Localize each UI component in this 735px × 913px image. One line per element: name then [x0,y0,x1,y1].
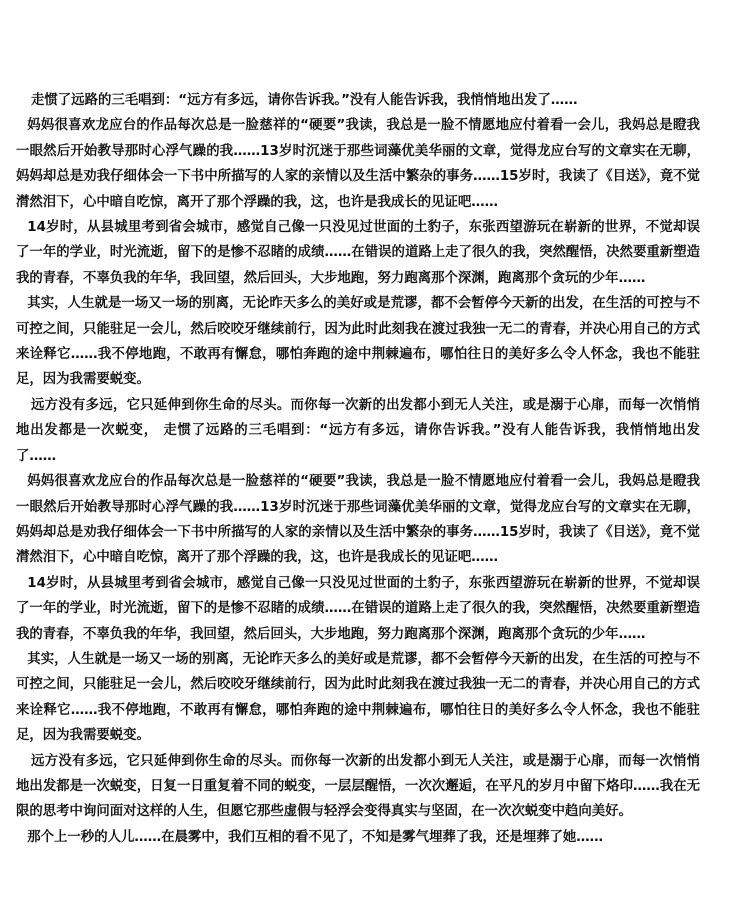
paragraph: 其实，人生就是一场又一场的别离，无论昨天多么的美好或是荒谬，都不会暂停今天新的出发，在生活的可控与不可控之间，只能驻足一会儿，然后咬咬牙继续前行，因为此时此刻我在渡过我独一无二的青春，并决心用自己的方式来诠释它……我不停地跑，不敢再有懈怠，哪怕奔跑的途中荆棘遍布，哪怕往日的美好多么令人怀念，我也不能驻足，因为我需要蜕变。 [16,296,700,388]
paragraph: 那个上一秒的人儿……在晨雾中，我们互相的看不见了，不知是雾气埋葬了我，还是埋葬了她…… [27,829,604,845]
paragraph: 远方没有多远，它只延伸到你生命的尽头。而你每一次新的出发都小到无人关注，或是溺于心扉，而每一次悄悄地出发都是一次蜕变，日复一日重复着不同的蜕变，一层层醒悟，一次次邂逅，在平凡的岁月中留下烙印……我在无限的思考中询问面对这样的人生，但愿它那些虚假与轻浮会变得真实与坚固，在一次次蜕变中趋向美好。 [16,753,700,820]
paragraph: 妈妈很喜欢龙应台的作品每次总是一脸慈祥的“硬要”我读，我总是一脸不情愿地应付着看一会儿，我妈总是瞪我一眼然后开始教导那时心浮气躁的我……13岁时沉迷于那些词藻优美华丽的文章，觉得龙应台写的文章实在无聊，妈妈却总是劝我仔细体会一下书中所描写的人家的亲情以及生活中繁杂的事务……15岁时，我读了《目送》，竟不觉潸然泪下，心中暗自吃惊，离开了那个浮躁的我，这，也许是我成长的见证吧…… [16,474,700,566]
paragraph: 14岁时，从县城里考到省会城市，感觉自己像一只没见过世面的土豹子，东张西望游玩在崭新的世界，不觉却误了一年的学业，时光流逝，留下的是惨不忍睹的成绩……在错误的道路上走了很久的我，突然醒悟，决然要重新塑造我的青春，不辜负我的年华，我回望，然后回头，大步地跑，努力跑离那个深渊，跑离那个贪玩的少年…… [16,575,700,642]
paragraph: 其实，人生就是一场又一场的别离，无论昨天多么的美好或是荒谬，都不会暂停今天新的出发，在生活的可控与不可控之间，只能驻足一会儿，然后咬咬牙继续前行，因为此时此刻我在渡过我独一无二的青春，并决心用自己的方式来诠释它……我不停地跑，不敢再有懈怠，哪怕奔跑的途中荆棘遍布，哪怕往日的美好多么令人怀念，我也不能驻足，因为我需要蜕变。 [16,651,700,744]
paragraph: 远方没有多远，它只延伸到你生命的尽头。而你每一次新的出发都小到无人关注，或是溺于心扉，而每一次悄悄地出发都是一次蜕变， 走惯了远路的三毛唱到：“远方有多远，请你告诉我。”没有人能告诉我，我悄悄地出发了…… [16,397,700,464]
paragraph: 走惯了远路的三毛唱到：“远方有多远，请你告诉我。”没有人能告诉我，我悄悄地出发了…… [31,93,578,108]
paragraph: 14岁时，从县城里考到省会城市，感觉自己像一只没见过世面的土豹子，东张西望游玩在崭新的世界，不觉却误了一年的学业，时光流逝，留下的是惨不忍睹的成绩……在错误的道路上走了很久的我，突然醒悟，决然要重新塑造我的青春，不辜负我的年华，我回望，然后回头，大步地跑，努力跑离那个深渊，跑离那个贪玩的少年…… [16,220,700,286]
document-body [16,88,700,850]
paragraph: 妈妈很喜欢龙应台的作品每次总是一脸慈祥的“硬要”我读，我总是一脸不情愿地应付着看一会儿，我妈总是瞪我一眼然后开始教导那时心浮气躁的我……13岁时沉迷于那些词藻优美华丽的文章，觉得龙应台写的文章实在无聊，妈妈却总是劝我仔细体会一下书中所描写的人家的亲情以及生活中繁杂的事务……15岁时，我读了《目送》，竟不觉潸然泪下，心中暗自吃惊，离开了那个浮躁的我，这，也许是我成长的见证吧…… [16,118,700,210]
